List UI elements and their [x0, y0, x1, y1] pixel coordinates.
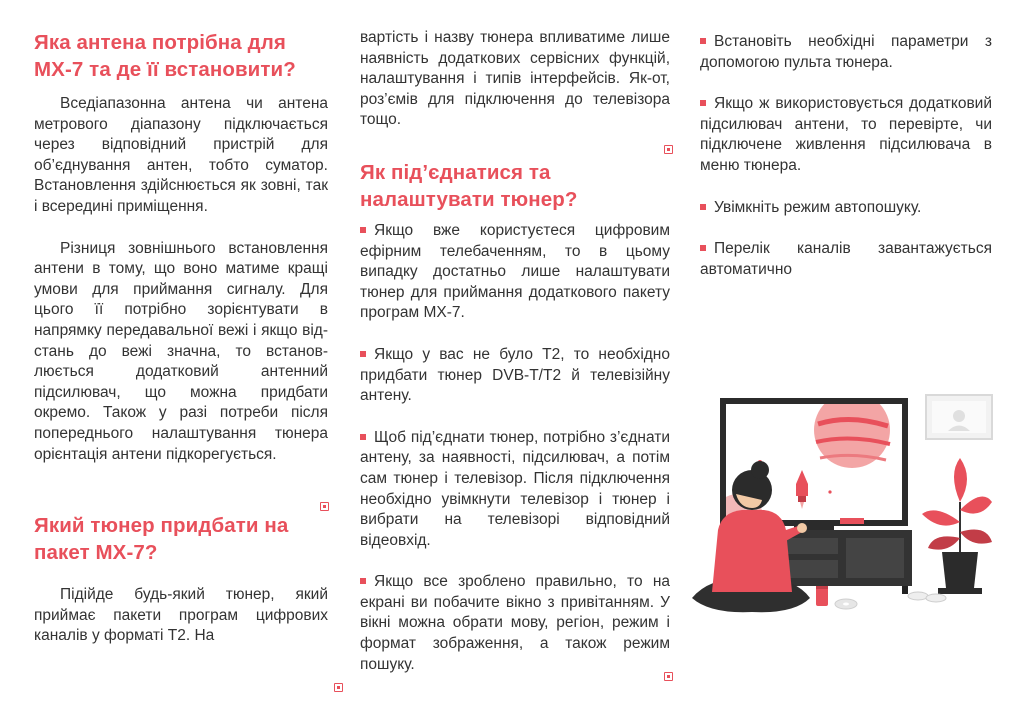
end-mark-icon: [664, 672, 673, 681]
list-item: [700, 32, 992, 73]
paragraph-antenna-1: Вседіапазонна антена чи антена метрового діапазону підключається через відповідний пристрій для об’єднування антен, тобто суматор. Встановлення здійснюється як зовні, так і всередині приміщення.: [34, 95, 328, 215]
bullet-icon: [700, 100, 706, 106]
paragraph-which-tuner: Підійде будь-який тюнер, який приймає пакети програм цифрових каналів у форматі Т2. На: [34, 586, 328, 645]
bullet-icon: [360, 434, 366, 440]
paragraph-tuner-cont: вартість і назву тюнера впливатиме лише наявність додаткових сервісних функцій, налаштування і типів інтерфейсів. Як-от, роз’ємів для підключення до телевізора тощо.: [360, 29, 670, 129]
bullet-icon: [700, 38, 706, 44]
list-item-text: Перелік каналів завантажується автоматично: [700, 240, 992, 278]
column-1: [34, 0, 328, 647]
list-item-text: Встановіть необхідні параметри з допомогою пульта тюнера.: [700, 33, 992, 71]
heading-which-tuner: Який тюнер придбати на пакет МХ-7?: [34, 514, 289, 565]
list-item: [700, 94, 992, 176]
column-2: [360, 0, 670, 675]
heading-connect-tuner: Як під’єднатися та налаштувати тюнер?: [360, 160, 578, 211]
list-item: [700, 239, 992, 280]
list-item-text: Якщо вже користуєтеся цифровим ефірним телебаченням, то в цьому випадку достатньо лише налаштувати тюнер для приймання додаткового пакету програм МХ-7.: [360, 221, 670, 322]
end-mark-icon: [664, 145, 673, 154]
bullet-icon: [360, 351, 366, 357]
column-3: [700, 0, 992, 280]
heading-antenna: Яка антена потрібна для МХ-7 та де її встановити?: [34, 31, 296, 81]
bullet-icon: [700, 204, 706, 210]
list-item-text: Увімкніть режим автопошуку.: [714, 198, 922, 216]
bullet-icon: [360, 578, 366, 584]
list-item-text: Щоб під’єднати тюнер, потрібно з’єднати антену, за наявності, підсилювач, а потім сам тюнер і телевізор. Після підключення необхідно увімкнути телевізор і тюнер і вибрати на телевізорі відповідний відеовхід.: [360, 428, 670, 549]
list-item: [360, 345, 670, 407]
wall-picture-icon: [926, 395, 992, 439]
list-item: [360, 572, 670, 675]
bullet-icon: [700, 245, 706, 251]
potted-plant-icon: [922, 458, 992, 594]
paragraph-antenna-2: Різниця зовнішнього встановлення антени в тому, що воно матиме кращі умови для приймання сигналу. Для цього її потрібно зорієнтувати в напрямку передавальної вежі і якщо відстань до вежі значна, то встановлюється додатковий антенний підсилювач, що можна придбати окремо. Також у разі потреби після попереднього налаштування тюнера орієнтація антени підкорегується.: [34, 239, 328, 463]
list-item: [700, 198, 992, 219]
person-watching-tv-illustration: [690, 392, 995, 620]
disc-icon: [835, 599, 857, 609]
bullet-icon: [360, 227, 366, 233]
list-item: [360, 428, 670, 552]
end-mark-icon: [334, 683, 343, 692]
list-item-text: Якщо ж використовується додатковий підсилювач антени, то перевірте, чи підключене живлення підсилювача в меню тюнера.: [700, 95, 992, 174]
end-mark-icon: [320, 502, 329, 511]
soda-can-icon: [816, 586, 828, 606]
list-item-text: Якщо все зроблено правильно, то на екрані ви побачите вікно з привітанням. У вікні можна обрати мову, регіон, режим і формат зображення, а також режим пошуку.: [360, 573, 670, 673]
list-item-text: Якщо у вас не було Т2, то необхідно придбати тюнер DVB-T/T2 й телевізійну антену.: [360, 345, 670, 405]
list-item: [360, 221, 670, 324]
